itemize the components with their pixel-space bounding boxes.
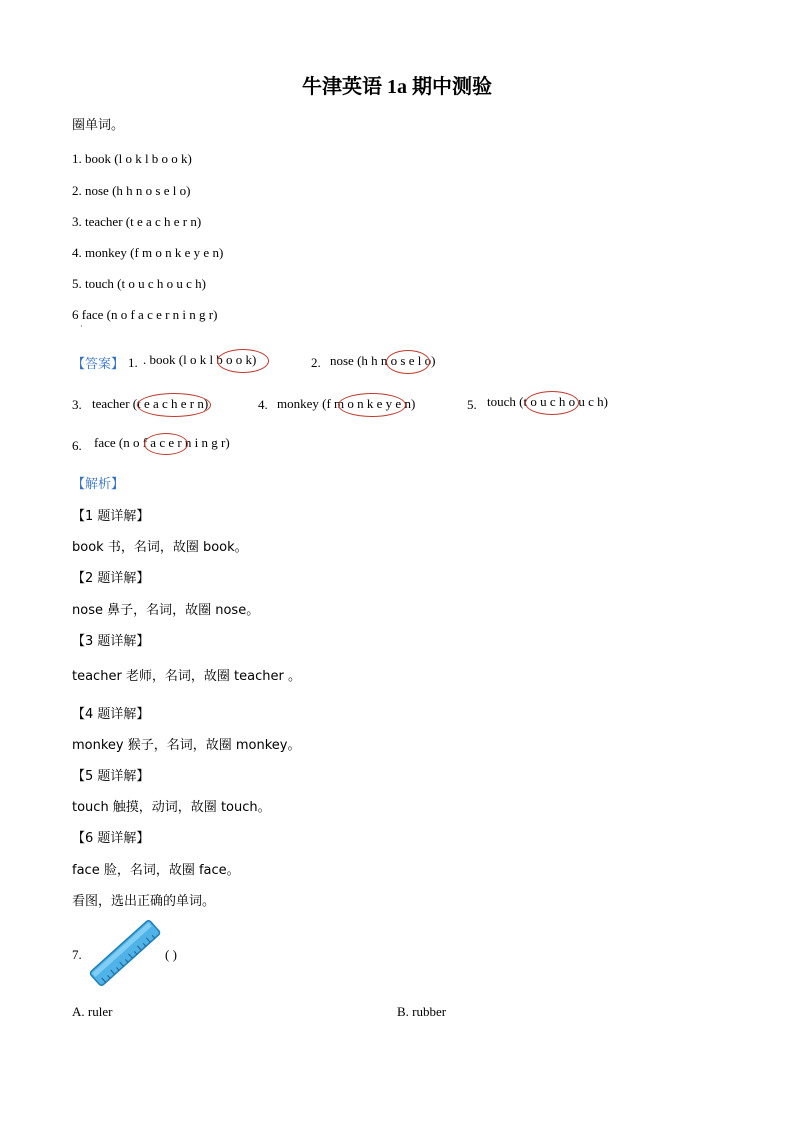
detail-4-text: monkey 猴子，名词，故圈 monkey。 [72, 738, 301, 753]
answer-3-num: 3. [72, 397, 82, 412]
detail-5-heading: 【5 题详解】 [72, 769, 150, 784]
answer-blank: ( ) [165, 947, 177, 962]
answer-5-text: touch (t o u c h o u c h) [487, 394, 608, 409]
instruction-circle-words: 圈单词。 [72, 118, 125, 133]
detail-2-heading: 【2 题详解】 [72, 571, 150, 586]
option-b: B. rubber [397, 1004, 447, 1019]
answer-5-circle [525, 391, 579, 415]
answer-1-text: . book (l o k l b o o k) [143, 352, 257, 367]
answer-4-text: monkey (f m o n k e y e n) [277, 396, 416, 411]
answer-label: 【答案】 [72, 357, 125, 372]
question-2: 2. nose (h h n o s e l o) [72, 183, 191, 198]
answer-6-text: face (n o f a c e r n i n g r) [94, 435, 230, 450]
answer-5-num: 5. [467, 397, 477, 412]
detail-6-text: face 脸，名词，故圈 face。 [72, 863, 240, 878]
answer-6-num: 6. [72, 438, 82, 453]
question-4: 4. monkey (f m o n k e y e n) [72, 245, 224, 260]
detail-3-text: teacher 老师，名词，故圈 teacher 。 [72, 669, 301, 684]
detail-1-heading: 【1 题详解】 [72, 509, 150, 524]
answer-1-num: 1. [128, 355, 138, 370]
answer-2-circle [386, 350, 430, 374]
instruction-look-and-choose: 看图，选出正确的单词。 [72, 894, 216, 909]
answer-4-num: 4. [258, 397, 268, 412]
page-title: 牛津英语 1a 期中测验 [302, 76, 492, 98]
detail-5-text: touch 触摸，动词，故圈 touch。 [72, 800, 271, 815]
analysis-label: 【解析】 [72, 477, 125, 492]
detail-1-text: book 书，名词，故圈 book。 [72, 540, 248, 555]
answer-1-circle [217, 349, 269, 373]
answer-3-text: teacher (t e a c h e r n) [92, 396, 209, 411]
question-5: 5. touch (t o u c h o u c h) [72, 276, 206, 291]
detail-2-text: nose 鼻子，名词，故圈 nose。 [72, 603, 260, 618]
answer-3-circle [137, 393, 211, 417]
ruler-icon [88, 918, 162, 988]
answer-2-text: nose (h h n o s e l o) [330, 353, 436, 368]
answer-4-circle [338, 393, 406, 417]
detail-4-heading: 【4 题详解】 [72, 707, 150, 722]
question-3: 3. teacher (t e a c h e r n) [72, 214, 202, 229]
answer-2-num: 2. [311, 355, 321, 370]
answer-6-circle [144, 433, 188, 455]
question-1: 1. book (l o k l b o o k) [72, 151, 192, 166]
detail-6-heading: 【6 题详解】 [72, 831, 150, 846]
option-a: A. ruler [72, 1004, 113, 1019]
dot-mark: · [80, 322, 83, 331]
question-6: 6 face (n o f a c e r n i n g r) [72, 307, 218, 322]
question-7-num: 7. [72, 947, 82, 962]
detail-3-heading: 【3 题详解】 [72, 634, 150, 649]
